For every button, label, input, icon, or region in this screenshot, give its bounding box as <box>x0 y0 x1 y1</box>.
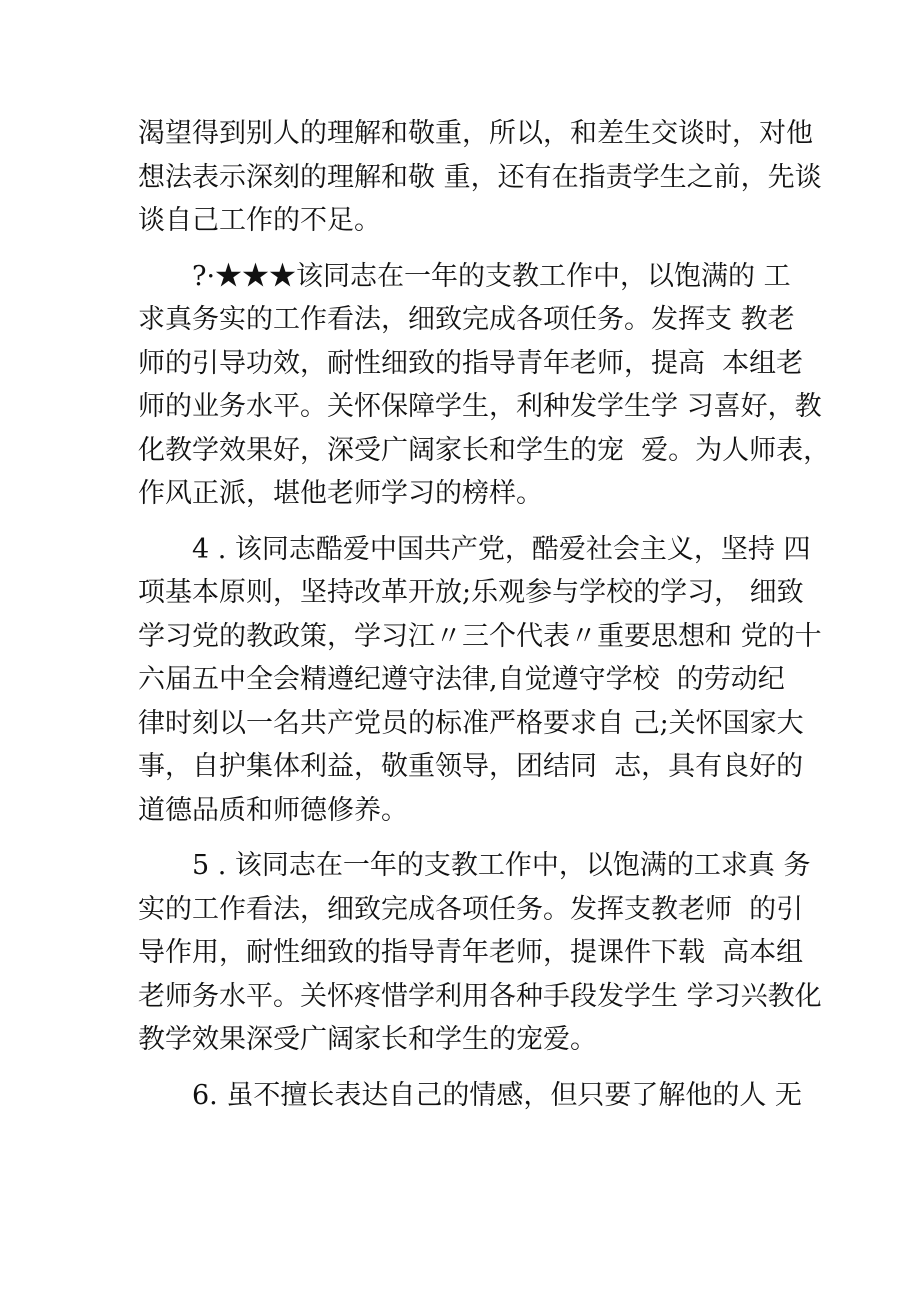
text-line: 六届五中全会精遵纪遵守法律,自觉遵守学校 的劳动纪 <box>138 664 785 695</box>
paragraph-4 <box>138 528 822 833</box>
paragraph-5 <box>138 844 822 1062</box>
text-line: 师的引导功效，耐性细致的指导青年老师，提高 本组老 <box>138 347 804 379</box>
paragraph-6 <box>138 1074 802 1118</box>
text-line: 作风正派，堪他老师学习的榜样。 <box>138 478 543 509</box>
text-line: 老师务水平。关怀疼惜学利用各种手段发学生 学习兴教化 <box>138 980 822 1012</box>
text-line: 师的业务水平。关怀保障学生，利种发学生学 习喜好，教 <box>138 391 822 422</box>
text-line: 4 . 该同志酷爱中国共产党，酷爱社会主义，坚持 四 <box>192 533 811 565</box>
text-line: 实的工作看法，细致完成各项任务。发挥支教老师 的引 <box>138 893 804 925</box>
text-line: 项基本原则，坚持改革开放;乐观参与学校的学习， 细致 <box>138 577 804 608</box>
text-line: 教学效果深受广阔家长和学生的宠爱。 <box>138 1024 597 1055</box>
document-body <box>138 112 831 1129</box>
text-line: 5 . 该同志在一年的支教工作中，以饱满的工求真 务 <box>192 850 811 881</box>
text-line: 6. 虽不擅长表达自己的情感，但只要了解他的人 无 <box>192 1079 802 1111</box>
text-line: 想法表示深刻的理解和敬 重，还有在指责学生之前，先谈 <box>138 161 822 193</box>
text-line: ?·★★★该同志在一年的支教工作中，以饱满的 工 <box>192 260 791 292</box>
text-line: 学习党的教政策，学习江〃三个代表〃重要思想和 党的十 <box>138 620 822 652</box>
text-line: 导作用，耐性细致的指导青年老师，提课件下载 高本组 <box>138 937 804 968</box>
text-line: 化教学效果好，深受广阔家长和学生的宠 爱。为人师表， <box>138 434 831 466</box>
text-line: 道德品质和师德修养。 <box>138 794 408 826</box>
text-line: 求真务实的工作看法，细致完成各项任务。发挥支 教老 <box>138 304 795 335</box>
text-line: 事，自护集体利益，敬重领导，团结同 志，具有良好的 <box>138 751 804 782</box>
text-line: 律时刻以一名共产党员的标准严格要求自 己;关怀国家大 <box>138 707 804 739</box>
text-line: 谈自己工作的不足。 <box>138 205 381 236</box>
text-line: 渴望得到别人的理解和敬重，所以，和差生交谈时，对他 <box>138 118 813 149</box>
paragraph-3 <box>138 255 831 516</box>
paragraph-continued <box>138 112 822 243</box>
